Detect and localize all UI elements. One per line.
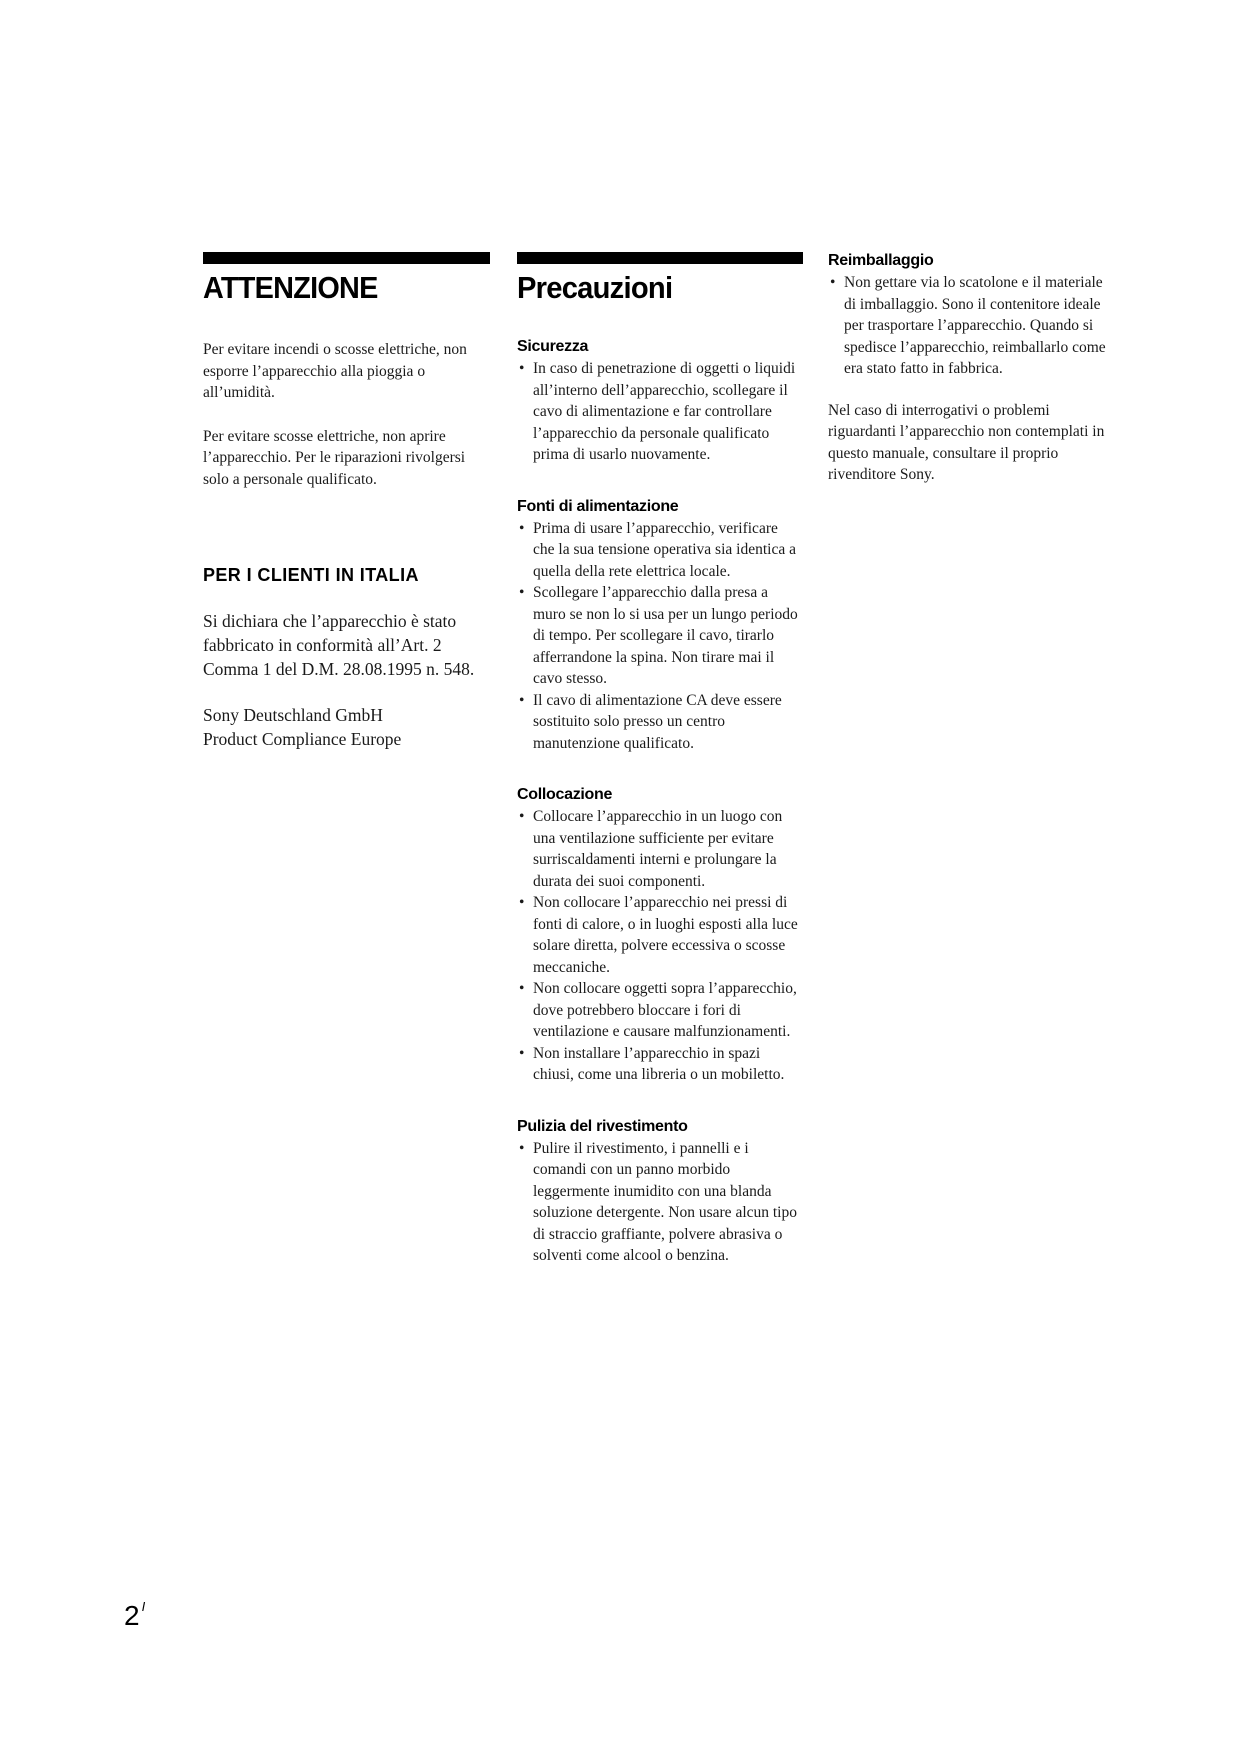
page-number-value: 2 (124, 1600, 140, 1631)
attenzione-paragraph-1: Per evitare incendi o scosse elettriche, non esporre l’apparecchio alla pioggia o all’umidità. (203, 341, 467, 401)
list-item: • Prima di usare l’apparecchio, verificare che la sua tensione operativa sia identica a quella della rete elettrica locale. (517, 518, 803, 583)
italia-title: PER I CLIENTI IN ITALIA (203, 565, 419, 585)
pulizia-list (517, 1138, 803, 1267)
attenzione-paragraph-2: Per evitare scosse elettriche, non aprire l’apparecchio. Per le riparazioni rivolgersi solo a personale qualificato. (203, 427, 466, 488)
section-heading-collocazione: Collocazione (517, 786, 613, 803)
company-line-2: Product Compliance Europe (203, 729, 402, 749)
sicurezza-list (517, 358, 803, 466)
fonti-list (517, 518, 803, 755)
list-item: • Non gettare via lo scatolone e il materiale di imballaggio. Sono il contenitore ideale per trasportare l’apparecchio. Quando si spedisce l’apparecchio, reimballarlo come era stato fatto in fabbrica. (828, 272, 1115, 380)
italia-paragraph: Si dichiara che l’apparecchio è stato fabbricato in conformità all’Art. 2 Comma 1 del D.M. 28.08.1995 n. 548. (203, 611, 475, 679)
list-item: • Il cavo di alimentazione CA deve essere sostituito solo presso un centro manutenzione qualificato. (517, 690, 803, 755)
list-item: • Pulire il rivestimento, i pannelli e i comandi con un panno morbido leggermente inumidito con una blanda soluzione detergente. Non usare alcun tipo di straccio graffiante, polvere abrasiva o solventi come alcool o benzina. (517, 1138, 803, 1267)
reimballaggio-column (828, 250, 1115, 486)
collocazione-list (517, 806, 803, 1086)
section-rule (517, 252, 803, 264)
attenzione-column (203, 252, 490, 751)
list-item: • Scollegare l’apparecchio dalla presa a muro se non lo si usa per un lungo periodo di tempo. Per scollegare il cavo, tirarlo afferrandone la spina. Non tirare mai il cavo stesso. (517, 582, 803, 690)
section-rule (203, 252, 490, 264)
reimballaggio-list (828, 272, 1115, 380)
precauzioni-column (517, 252, 803, 1267)
section-heading-sicurezza: Sicurezza (517, 338, 589, 355)
section-heading-fonti: Fonti di alimentazione (517, 497, 679, 515)
list-item: • In caso di penetrazione di oggetti o liquidi all’interno dell’apparecchio, scollegare il cavo di alimentazione e far controllare l’apparecchio da personale qualificato prima di usarlo nuovamente. (517, 358, 803, 466)
precauzioni-title: Precauzioni (517, 270, 673, 305)
list-item: • Non collocare l’apparecchio nei pressi di fonti di calore, o in luoghi esposti alla luce solare diretta, polvere eccessiva o scosse meccaniche. (517, 892, 803, 978)
closing-paragraph: Nel caso di interrogativi o problemi riguardanti l’apparecchio non contemplati in questo manuale, consultare il proprio rivenditore Sony. (828, 401, 1105, 483)
section-heading-pulizia: Pulizia del rivestimento (517, 1117, 688, 1135)
page-number-suffix: I (141, 1599, 146, 1614)
page-number (124, 1592, 145, 1631)
list-item: • Collocare l’apparecchio in un luogo con una ventilazione sufficiente per evitare surriscaldamenti interni e prolungare la durata dei suoi componenti. (517, 806, 803, 892)
list-item: • Non collocare oggetti sopra l’apparecchio, dove potrebbero bloccare i fori di ventilazione e causare malfunzionamenti. (517, 978, 803, 1043)
list-item: • Non installare l’apparecchio in spazi chiusi, come una libreria o un mobiletto. (517, 1043, 803, 1086)
section-heading-reimballaggio: Reimballaggio (828, 252, 934, 269)
company-line-1: Sony Deutschland GmbH (203, 705, 383, 725)
attenzione-title: ATTENZIONE (203, 270, 378, 305)
